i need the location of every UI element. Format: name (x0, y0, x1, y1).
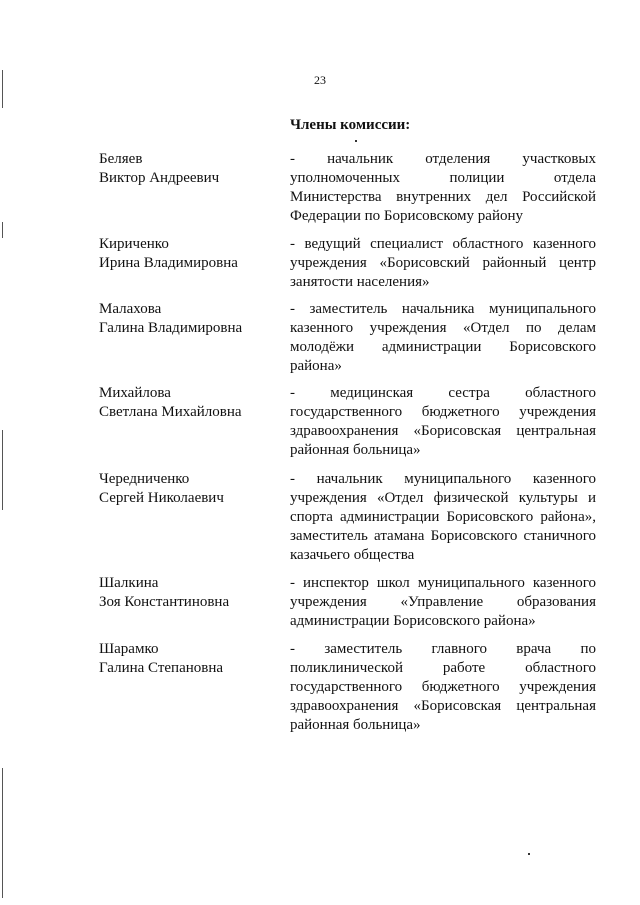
member-name (99, 235, 279, 273)
member-name (99, 470, 279, 508)
member-last-name: Шарамко (99, 641, 159, 657)
member-given-names: Ирина Владимировна (99, 255, 238, 271)
member-last-name: Кириченко (99, 236, 169, 252)
member-last-name: Беляев (99, 151, 143, 167)
member-given-names: Сергей Николаевич (99, 490, 224, 506)
member-name (99, 300, 279, 338)
member-position: - заместитель главного врача по поликлинической работе областного государственного бюджетного учреждения здравоохранения «Борисовская центральная районная больница» (290, 641, 596, 733)
member-name (99, 150, 279, 188)
scan-speck (355, 140, 357, 142)
member-given-names: Галина Владимировна (99, 320, 243, 336)
member-name (99, 574, 279, 612)
scan-margin-mark (2, 768, 3, 898)
scan-margin-mark (2, 430, 3, 510)
scan-speck (528, 853, 530, 855)
member-position: - начальник отделения участковых уполномоченных полиции отдела Министерства внутренних дел Российской Федерации по Борисовскому району (290, 151, 596, 224)
page-number: 23 (314, 73, 326, 87)
member-last-name: Михайлова (99, 385, 171, 401)
member-given-names: Светлана Михайловна (99, 404, 242, 420)
member-name (99, 640, 279, 678)
member-position: - начальник муниципального казенного учреждения «Отдел физической культуры и спорта администрации Борисовского района», заместитель атамана Борисовского станичного казачьего общества (290, 471, 596, 563)
member-given-names: Галина Степановна (99, 660, 224, 676)
member-last-name: Шалкина (99, 575, 159, 591)
member-position: - медицинская сестра областного государственного бюджетного учреждения здравоохранения «Борисовская центральная районная больница» (290, 385, 596, 458)
member-position: - инспектор школ муниципального казенного учреждения «Управление образования администрации Борисовского района» (290, 575, 596, 629)
member-name (99, 384, 279, 422)
member-last-name: Малахова (99, 301, 162, 317)
member-position: - ведущий специалист областного казенного учреждения «Борисовский районный центр занятости населения» (290, 236, 596, 290)
scan-margin-mark (2, 222, 3, 238)
member-given-names: Виктор Андреевич (99, 170, 220, 186)
commission-members-heading: Члены комиссии: (290, 117, 411, 133)
member-given-names: Зоя Константиновна (99, 594, 230, 610)
member-last-name: Чередниченко (99, 471, 190, 487)
member-position: - заместитель начальника муниципального казенного учреждения «Отдел по делам молодёжи администрации Борисовского района» (290, 301, 596, 374)
